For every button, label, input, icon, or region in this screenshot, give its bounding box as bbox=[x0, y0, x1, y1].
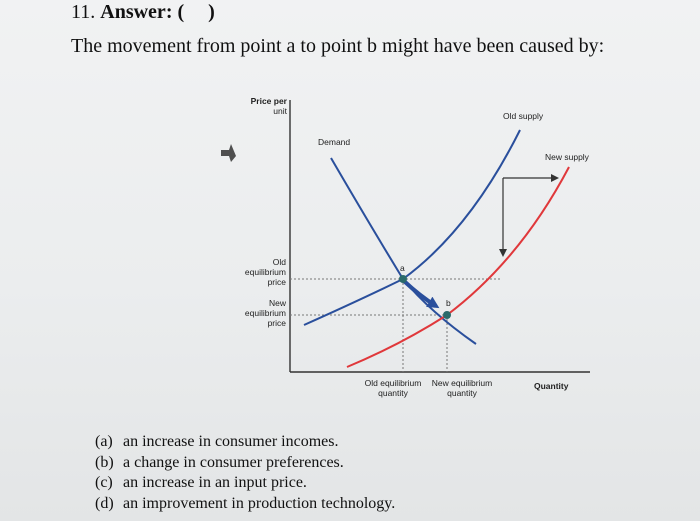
point-b-label: b bbox=[446, 298, 451, 308]
movement-arrow bbox=[404, 281, 436, 306]
y-axis-label-1: Price per bbox=[250, 96, 287, 106]
point-a-label: a bbox=[400, 263, 405, 273]
old-supply-curve bbox=[304, 130, 520, 325]
answer-close: ) bbox=[208, 1, 215, 23]
question-number: 11. bbox=[71, 1, 96, 23]
option-b-text: a change in consumer preferences. bbox=[123, 453, 344, 471]
stray-arrow-icon bbox=[221, 144, 236, 162]
new-price-label-1: New bbox=[268, 298, 286, 308]
y-axis-label-2: unit bbox=[273, 106, 287, 116]
option-a[interactable] bbox=[95, 432, 395, 453]
option-b[interactable] bbox=[95, 453, 395, 474]
x-axis-label: Quantity bbox=[534, 381, 569, 391]
option-c-text: an increase in an input price. bbox=[123, 474, 307, 491]
option-b-letter: (b) bbox=[95, 453, 114, 471]
old-price-label-3: price bbox=[267, 277, 286, 287]
new-price-label-2: equilibrium bbox=[244, 308, 286, 318]
old-price-label-2: equilibrium bbox=[244, 267, 286, 277]
new-supply-curve bbox=[347, 167, 569, 367]
old-price-label-1: Old bbox=[272, 257, 286, 267]
new-price-label-3: price bbox=[267, 318, 286, 328]
option-d-letter: (d) bbox=[95, 494, 114, 512]
old-qty-label-1: Old equilibrium bbox=[364, 378, 422, 388]
new-qty-label-2: quantity bbox=[447, 388, 477, 398]
new-qty-label-1: New equilibrium bbox=[431, 378, 493, 388]
demand-label: Demand bbox=[318, 137, 351, 147]
option-a-text: an increase in consumer incomes. bbox=[123, 433, 339, 450]
option-c[interactable] bbox=[95, 473, 395, 494]
point-a-marker bbox=[399, 275, 407, 283]
answer-options bbox=[95, 432, 395, 514]
answer-label: Answer: ( bbox=[100, 1, 185, 23]
question-prompt: The movement from point a to point b might have been caused by: bbox=[71, 35, 605, 57]
option-a-letter: (a) bbox=[95, 433, 113, 450]
old-qty-label-2: quantity bbox=[378, 388, 408, 398]
option-d-text: an improvement in production technology. bbox=[123, 494, 396, 512]
option-c-letter: (c) bbox=[95, 474, 113, 491]
old-supply-label: Old supply bbox=[503, 111, 544, 121]
point-b-marker bbox=[443, 311, 451, 319]
new-supply-label: New supply bbox=[545, 152, 589, 162]
option-d[interactable] bbox=[95, 494, 395, 515]
